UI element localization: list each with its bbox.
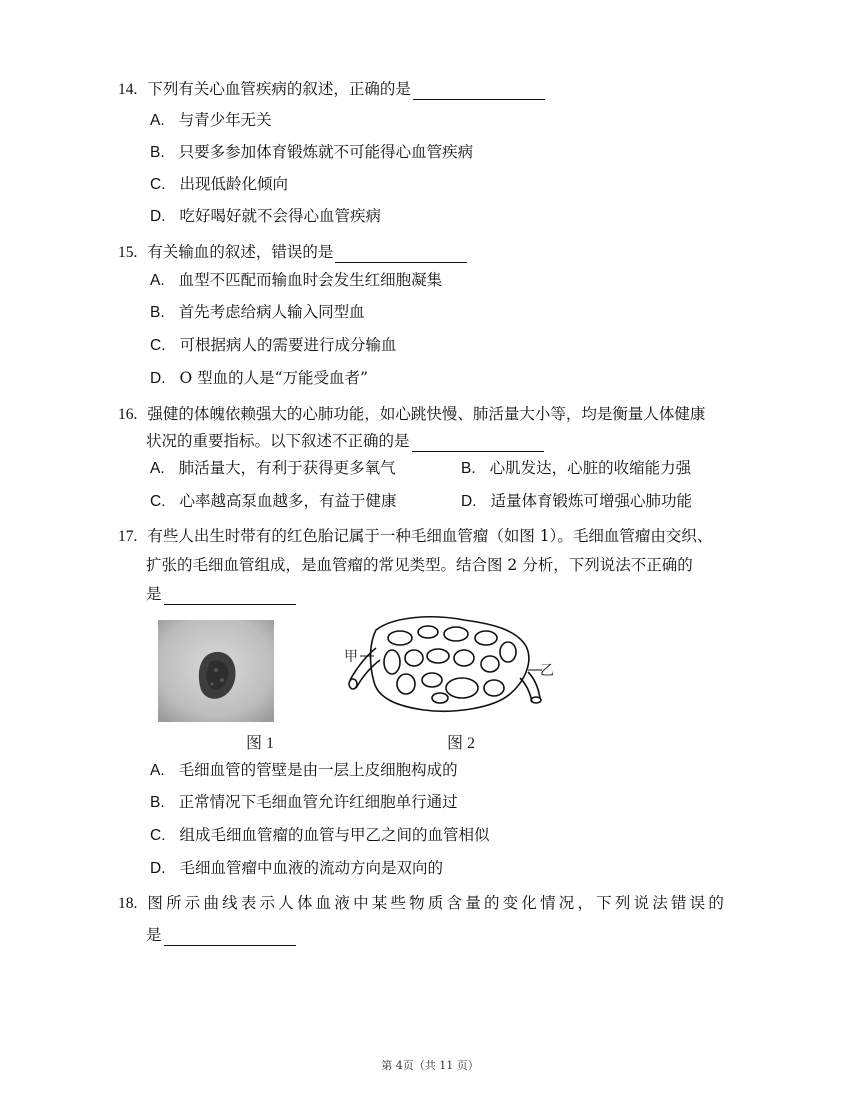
question-number: 18. [118,895,138,912]
answer-blank[interactable] [164,584,296,605]
question-text: 下列有关心血管疾病的叙述，正确的是 [147,80,411,98]
option-17-c: C. 组成毛细血管瘤的血管与甲乙之间的血管相似 [150,826,490,844]
question-text: 有关输血的叙述，错误的是 [147,243,334,261]
option-17-d: D. 毛细血管瘤中血液的流动方向是双向的 [150,859,444,877]
answer-blank[interactable] [164,925,296,946]
option-14-c: C. 出现低龄化倾向 [150,175,289,193]
question-17-stem-cont: 扩张的毛细血管组成，是血管瘤的常见类型。结合图 2 分析，下列说法不正确的 [146,556,693,574]
option-14-d: D. 吃好喝好就不会得心血管疾病 [150,207,382,225]
birthmark-photo [158,620,274,722]
option-15-b: B. 首先考虑给病人输入同型血 [150,303,365,321]
option-15-a: A. 血型不匹配而输血时会发生红细胞凝集 [150,271,443,289]
answer-blank[interactable] [335,242,467,263]
question-18-stem-cont: 是 [146,918,296,952]
option-16-d: D. 适量体育锻炼可增强心肺功能 [461,492,693,510]
figure-2-label-jia: 甲 [344,650,358,665]
figure-2-caption: 图 2 [447,735,476,752]
option-15-d: D. O 型血的人是“万能受血者” [150,369,368,387]
capillary-network-diagram [344,612,552,718]
question-number: 17. [118,528,138,545]
figure-1-caption: 图 1 [246,735,275,752]
question-number: 14. [118,81,138,98]
question-number: 16. [118,406,138,423]
figure-2-label-yi: 乙 [540,664,554,679]
option-17-b: B. 正常情况下毛细血管允许红细胞单行通过 [150,793,458,811]
question-text: 有些人出生时带有的红色胎记属于一种毛细血管瘤（如图 1）。毛细血管瘤由交织、 [147,527,713,545]
option-17-a: A. 毛细血管的管壁是由一层上皮细胞构成的 [150,761,458,779]
question-text: 强健的体魄依赖强大的心肺功能，如心跳快慢、肺活量大小等，均是衡量人体健康 [147,405,706,423]
option-14-a: A. 与青少年无关 [150,111,272,129]
option-16-b: B. 心肌发达，心脏的收缩能力强 [461,459,692,477]
question-17-stem-cont2: 是 [146,577,296,611]
question-18-stem [118,886,727,921]
page-number-footer: 第 4页（共 11 页） [381,1059,479,1072]
answer-blank[interactable] [412,431,544,452]
option-16-a: A. 肺活量大，有利于获得更多氧气 [150,459,396,477]
question-number: 15. [118,244,138,261]
question-16-stem-cont: 状况的重要指标。以下叙述不正确的是 [146,424,544,458]
question-14-stem [118,72,545,107]
question-text: 图所示曲线表示人体血液中某些物质含量的变化情况，下列说法错误的 [147,894,728,912]
option-15-c: C. 可根据病人的需要进行成分输血 [150,336,397,354]
option-14-b: B. 只要多参加体育锻炼就不可能得心血管疾病 [150,143,474,161]
option-16-c: C. 心率越高泵血越多，有益于健康 [150,492,397,510]
answer-blank[interactable] [413,79,545,100]
